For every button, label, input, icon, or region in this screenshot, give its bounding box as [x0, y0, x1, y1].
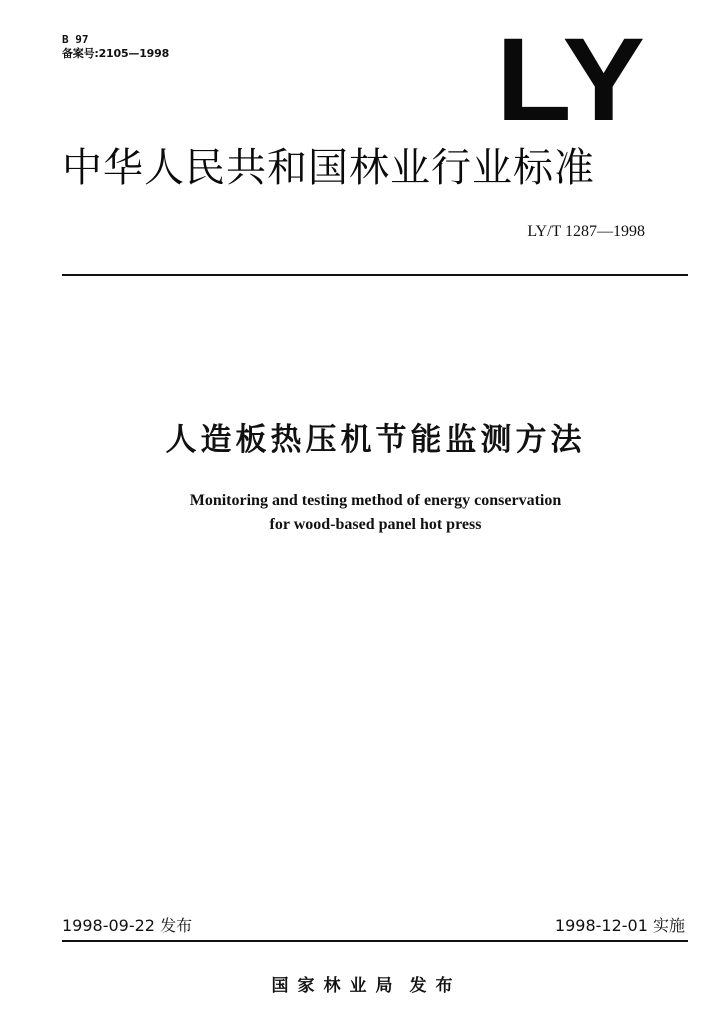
- top-divider: [62, 274, 688, 276]
- document-title-en-line1: Monitoring and testing method of energy conservation: [189, 492, 562, 509]
- standard-code: LY/T 1287—1998: [527, 223, 645, 240]
- publisher-line: [0, 974, 723, 998]
- classification-code: B 97: [62, 33, 89, 46]
- document-title-cn: 人造板热压机节能监测方法: [165, 422, 586, 458]
- issue-verb: 发布: [409, 976, 462, 996]
- bottom-divider: [62, 940, 688, 942]
- ly-logo: LY: [496, 14, 648, 146]
- record-number: 备案号:2105—1998: [62, 47, 170, 60]
- issue-date: 1998-09-22 发布: [62, 916, 193, 935]
- issuing-authority: 国家林业局: [271, 976, 402, 996]
- standard-series-title: 中华人民共和国林业行业标准: [62, 145, 595, 191]
- implementation-date: 1998-12-01 实施: [554, 916, 685, 935]
- document-title-en-line2: for wood-based panel hot press: [269, 516, 482, 533]
